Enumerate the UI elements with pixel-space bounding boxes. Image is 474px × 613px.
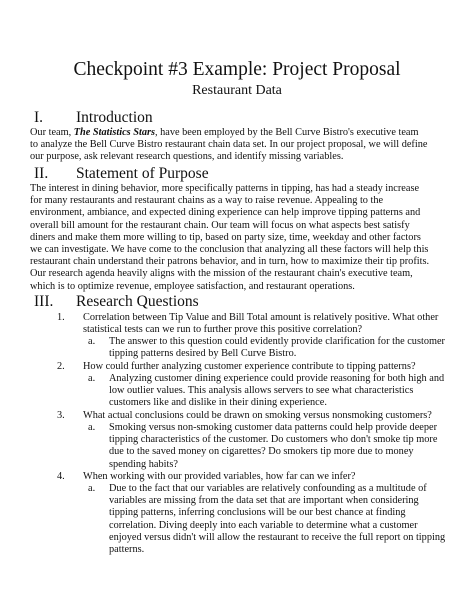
answer-line: customers like and dislike in their dining experience. <box>109 397 327 409</box>
answer-line: Due to the fact that our variables are relatively confounding as a multitude of <box>109 483 427 494</box>
answer-line: patterns. <box>109 544 145 556</box>
paragraph-line: Our research agenda heavily aligns with the mission of the restaurant chain's executive team, <box>30 268 413 280</box>
answer-line: tipping patterns desired by Bell Curve Bistro. <box>109 348 297 360</box>
section-numeral: II. <box>34 165 49 182</box>
paragraph-line: The interest in dining behavior, more specifically patterns in tipping, has had a steady increase <box>30 183 420 194</box>
paragraph-line: diners and make them more willing to tip, based on party size, time, weekday and other factors <box>30 231 421 243</box>
question-1-answer <box>90 336 445 360</box>
answer-line: low outlier values. This analysis allows servers to see what characteristics <box>109 385 414 397</box>
section-numeral: I. <box>34 109 44 126</box>
line-text: , have been employed by the Bell Curve Bistro's executive team <box>155 127 419 138</box>
list-marker: a. <box>88 336 96 347</box>
paragraph-line <box>30 127 450 139</box>
answer-line: Analyzing customer dining experience could provide reasoning for both high and <box>109 373 445 384</box>
answer-line: variables are missing from the data set that are important when considering <box>109 495 419 507</box>
answer-line: tipping patterns, inferring conclusions will be our best chance at finding <box>109 507 406 519</box>
section-heading-statement-of-purpose <box>34 165 209 183</box>
question-line: statistical tests can we run to further prove this positive correlation? <box>83 324 363 336</box>
paragraph-line: we can investigate. We have come to the conclusion that analyzing all these factors will help this <box>30 244 429 256</box>
answer-line: tipping characteristics of the customer. Do customers who don't smoke tip more <box>109 434 438 446</box>
question-2-answer <box>90 373 444 410</box>
section-title: Introduction <box>76 109 153 126</box>
answer-line: spending habits? <box>109 458 178 470</box>
question-line: When working with our provided variables, how far can we infer? <box>83 471 356 482</box>
list-marker: 3. <box>57 410 65 421</box>
question-line: How could further analyzing customer experience contribute to tipping patterns? <box>83 361 416 372</box>
section-numeral: III. <box>34 293 54 310</box>
paragraph-line: which is to optimize revenue, employee satisfaction, and restaurant operations. <box>30 280 355 292</box>
section-heading-research-questions <box>34 293 199 311</box>
section-title: Statement of Purpose <box>76 165 209 182</box>
list-marker: 4. <box>57 471 65 482</box>
purpose-paragraph <box>30 183 450 293</box>
paragraph-line: restaurant chain understand their patrons behavior, and in turn, how to maximize their tip profits. <box>30 256 430 268</box>
question-1 <box>57 312 439 336</box>
question-4 <box>57 471 356 483</box>
introduction-paragraph <box>30 127 450 164</box>
paragraph-line: our purpose, ask relevant research questions, and identify missing variables. <box>30 151 344 163</box>
answer-line: The answer to this question could evidently provide clarification for the customer <box>109 336 445 347</box>
list-marker: a. <box>88 373 96 384</box>
document-title: Checkpoint #3 Example: Project Proposal <box>73 59 401 80</box>
question-3-answer <box>90 422 437 471</box>
team-name: The Statistics Stars <box>73 127 155 138</box>
answer-line: due to the saved money on cigarettes? Do smokers tip more due to money <box>109 446 414 458</box>
paragraph-line: overall bill amount for the restaurant chain. Our team will focus on what aspects best satisfy <box>30 219 410 231</box>
question-4-answer <box>90 483 445 556</box>
paragraph-line: to analyze the Bell Curve Bistro restaurant chain data set. In our project proposal, we will define <box>30 139 428 151</box>
document-subtitle: Restaurant Data <box>192 83 282 98</box>
question-3 <box>57 410 432 422</box>
list-marker: 2. <box>57 361 65 372</box>
section-title: Research Questions <box>76 293 199 310</box>
section-heading-introduction <box>34 109 153 127</box>
list-marker: 1. <box>57 312 65 323</box>
paragraph-line: environment, ambiance, and expected dining experience can help improve tipping patterns and <box>30 207 421 219</box>
question-2 <box>57 361 416 373</box>
answer-line: enjoyed versus didn't will allow the restaurant to receive the full report on tipping <box>109 531 446 543</box>
line-text: Our team, <box>30 127 74 138</box>
question-line: What actual conclusions could be drawn on smoking versus nonsmoking customers? <box>83 410 432 421</box>
paragraph-line: for many restaurants and restaurant chains as a way to raise revenue. Appealing to the <box>30 195 384 207</box>
answer-line: Smoking versus non-smoking customer data patterns could help provide deeper <box>109 422 437 433</box>
list-marker: a. <box>88 422 96 433</box>
answer-line: correlation. Diving deeply into each variable to determine what a customer <box>109 519 418 531</box>
question-line: Correlation between Tip Value and Bill Total amount is relatively positive. What other <box>83 312 439 323</box>
list-marker: a. <box>88 483 96 494</box>
